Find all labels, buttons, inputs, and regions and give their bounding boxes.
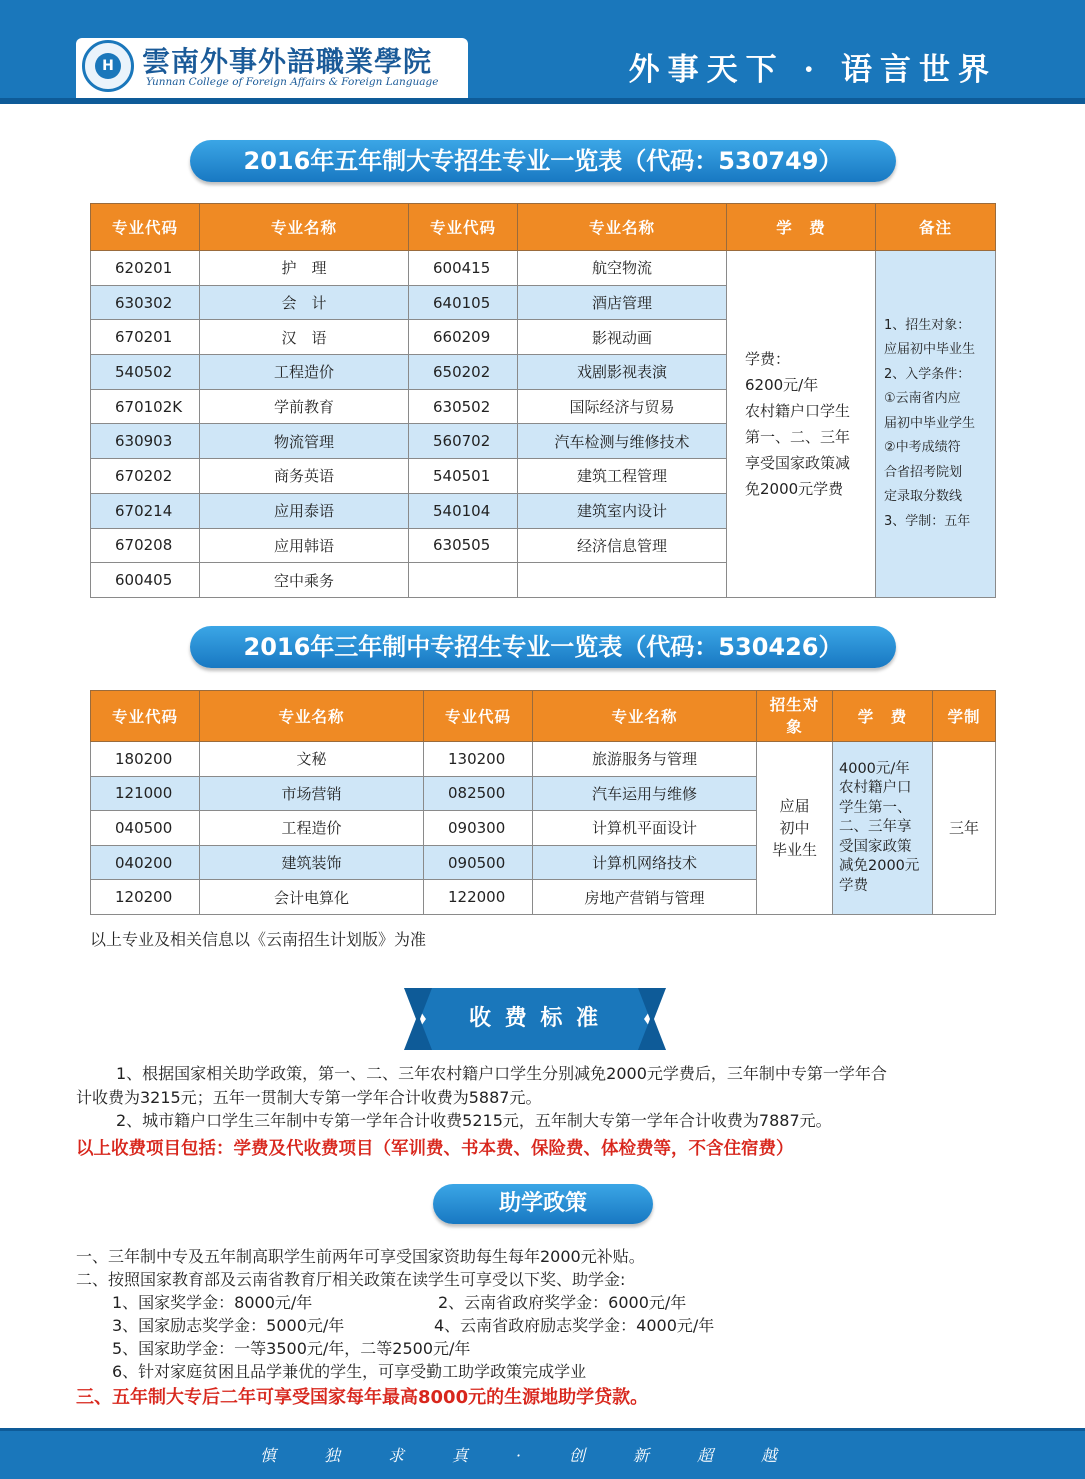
major-code: 180200 <box>91 742 200 777</box>
fee-line: 二、三年享 <box>839 819 912 836</box>
major-name: 旅游服务与管理 <box>533 742 757 777</box>
major-name: 建筑装饰 <box>200 845 424 880</box>
major-name: 影视动画 <box>518 320 727 355</box>
major-name: 应用韩语 <box>200 528 409 563</box>
major-code: 650202 <box>409 355 518 390</box>
fee-paragraph-1-line-2: 计收费为3215元；五年一贯制大专第一学年合计收费为5887元。 <box>76 1088 542 1107</box>
major-name: 空中乘务 <box>200 563 409 598</box>
major-name: 汉 语 <box>200 320 409 355</box>
fee-paragraph-2: 2、城市籍户口学生三年制中专第一学年合计收费5215元，五年制大专第一学年合计收费为7887元。 <box>116 1111 832 1130</box>
fee-items-note: 以上收费项目包括：学费及代收费项目（军训费、书本费、保险费、体检费等，不含住宿费） <box>76 1139 794 1159</box>
major-code: 630505 <box>409 528 518 563</box>
fee-line: 第一、二、三年 <box>745 427 851 446</box>
fee-paragraph-1-line-1: 1、根据国家相关助学政策，第一、二、三年农村籍户口学生分别减免2000元学费后，三年制中专第一学年合 <box>116 1064 887 1083</box>
fee-standard-ribbon <box>404 988 666 1050</box>
target-line: 毕业生 <box>771 840 817 859</box>
aid-line-1: 一、三年制中专及五年制高职学生前两年可享受国家资助每生每年2000元补贴。 <box>76 1247 645 1266</box>
major-name: 计算机平面设计 <box>533 811 757 846</box>
major-code: 540502 <box>91 355 200 390</box>
note-line: 1、招生对象： <box>884 317 971 333</box>
college-emblem-icon: H <box>82 40 134 92</box>
header-name-2: 专业名称 <box>518 204 727 251</box>
fee-standard-title: 收 费 标 准 <box>469 1006 601 1031</box>
fee-line: 农村籍户口 <box>839 780 912 797</box>
major-code: 122000 <box>424 880 533 915</box>
major-code: 540501 <box>409 459 518 494</box>
header-notes: 备注 <box>876 204 996 251</box>
major-code: 670202 <box>91 459 200 494</box>
major-code: 090300 <box>424 811 533 846</box>
page-header <box>0 0 1085 104</box>
major-name: 市场营销 <box>200 776 424 811</box>
logo-english-name: Yunnan College of Foreign Affairs & Foreign Language <box>146 76 439 88</box>
three-year-table <box>90 690 996 915</box>
table-row <box>91 251 996 286</box>
header-stripe <box>0 98 1085 104</box>
major-name: 物流管理 <box>200 424 409 459</box>
header-fee: 学 费 <box>833 691 933 742</box>
college-logo <box>76 38 468 98</box>
note-line: 3、学制：五年 <box>884 513 971 529</box>
aid-item-4: 4、云南省政府励志奖学金：4000元/年 <box>434 1316 715 1335</box>
major-name: 计算机网络技术 <box>533 845 757 880</box>
notes-cell <box>876 251 996 598</box>
fee-line: 学费： <box>745 349 791 368</box>
footer-stripe <box>0 1428 1085 1431</box>
header-fee: 学 费 <box>727 204 876 251</box>
fee-line: 受国家政策 <box>839 838 912 855</box>
major-code: 670208 <box>91 528 200 563</box>
note-line: 合省招考院划 <box>884 464 963 480</box>
major-code: 600415 <box>409 251 518 286</box>
major-name: 会 计 <box>200 285 409 320</box>
page-footer <box>0 1428 1085 1479</box>
major-name: 汽车运用与维修 <box>533 776 757 811</box>
fee-line: 农村籍户口学生 <box>745 401 851 420</box>
aid-policy-title: 助学政策 <box>433 1184 653 1224</box>
major-code: 630502 <box>409 389 518 424</box>
major-name: 建筑室内设计 <box>518 493 727 528</box>
major-code: 630903 <box>91 424 200 459</box>
logo-chinese-name: 雲南外事外語職業學院 <box>142 45 433 78</box>
major-name: 护 理 <box>200 251 409 286</box>
header-slogan: 外事天下 · 语言世界 <box>628 52 997 88</box>
fee-line: 免2000元学费 <box>745 479 844 498</box>
header-code-1: 专业代码 <box>91 691 200 742</box>
major-code: 620201 <box>91 251 200 286</box>
header-target: 招生对象 <box>757 691 833 742</box>
major-name: 航空物流 <box>518 251 727 286</box>
major-name: 建筑工程管理 <box>518 459 727 494</box>
note-line: 定录取分数线 <box>884 489 963 505</box>
three-year-title: 2016年三年制中专招生专业一览表（代码：530426） <box>190 626 896 668</box>
aid-item-3: 3、国家励志奖学金：5000元/年 <box>112 1316 345 1335</box>
major-name: 经济信息管理 <box>518 528 727 563</box>
major-name: 工程造价 <box>200 355 409 390</box>
major-code: 040200 <box>91 845 200 880</box>
five-year-title: 2016年五年制大专招生专业一览表（代码：530749） <box>190 140 896 182</box>
duration-cell: 三年 <box>933 742 996 915</box>
fee-line: 4000元/年 <box>839 760 910 777</box>
major-code: 130200 <box>424 742 533 777</box>
major-name: 国际经济与贸易 <box>518 389 727 424</box>
target-line: 初中 <box>779 818 810 837</box>
fee-line: 学费 <box>839 877 868 894</box>
five-year-table <box>90 203 996 598</box>
major-code: 660209 <box>409 320 518 355</box>
header-name-2: 专业名称 <box>533 691 757 742</box>
major-code: 670214 <box>91 493 200 528</box>
fee-line: 学生第一、 <box>839 799 912 816</box>
aid-item-2: 2、云南省政府奖学金：6000元/年 <box>438 1293 687 1312</box>
aid-item-5: 5、国家助学金：一等3500元/年，二等2500元/年 <box>112 1339 471 1358</box>
note-line: 届初中毕业学生 <box>884 415 976 431</box>
aid-item-1: 1、国家奖学金：8000元/年 <box>112 1293 313 1312</box>
major-code: 600405 <box>91 563 200 598</box>
header-name-1: 专业名称 <box>200 691 424 742</box>
target-line: 应届 <box>779 796 810 815</box>
header-code-2: 专业代码 <box>409 204 518 251</box>
major-code: 120200 <box>91 880 200 915</box>
note-line: ①云南省内应 <box>884 391 961 407</box>
major-code: 670201 <box>91 320 200 355</box>
note-line: ②中考成绩符 <box>884 440 961 456</box>
major-name: 戏剧影视表演 <box>518 355 727 390</box>
aid-item-6: 6、针对家庭贫困且品学兼优的学生，可享受勤工助学政策完成学业 <box>112 1362 587 1381</box>
major-code: 640105 <box>409 285 518 320</box>
major-name <box>518 563 727 598</box>
major-name: 会计电算化 <box>200 880 424 915</box>
note-line: 2、入学条件： <box>884 366 971 382</box>
tuition-cell <box>833 742 933 915</box>
major-code: 040500 <box>91 811 200 846</box>
major-name: 房地产营销与管理 <box>533 880 757 915</box>
aid-line-2: 二、按照国家教育部及云南省教育厅相关政策在读学生可享受以下奖、助学金: <box>76 1270 626 1289</box>
target-cell <box>757 742 833 915</box>
major-code: 090500 <box>424 845 533 880</box>
header-duration: 学制 <box>933 691 996 742</box>
major-name: 酒店管理 <box>518 285 727 320</box>
major-code: 540104 <box>409 493 518 528</box>
major-name: 商务英语 <box>200 459 409 494</box>
note-line: 应届初中毕业生 <box>884 342 976 358</box>
major-name: 工程造价 <box>200 811 424 846</box>
major-code: 560702 <box>409 424 518 459</box>
fee-line: 减免2000元 <box>839 858 920 875</box>
header-code-1: 专业代码 <box>91 204 200 251</box>
major-code <box>409 563 518 598</box>
footer-motto: 慎独求真·创新超越 <box>259 1446 826 1465</box>
aid-line-3: 三、五年制大专后二年可享受国家每年最高8000元的生源地助学贷款。 <box>76 1387 649 1408</box>
major-code: 082500 <box>424 776 533 811</box>
major-name: 应用泰语 <box>200 493 409 528</box>
header-code-2: 专业代码 <box>424 691 533 742</box>
major-name: 学前教育 <box>200 389 409 424</box>
table-row <box>91 742 996 777</box>
header-name-1: 专业名称 <box>200 204 409 251</box>
major-name: 汽车检测与维修技术 <box>518 424 727 459</box>
fee-line: 享受国家政策减 <box>745 453 851 472</box>
fee-line: 6200元/年 <box>745 375 819 394</box>
tuition-cell <box>727 251 876 598</box>
major-code: 670102K <box>91 389 200 424</box>
major-code: 630302 <box>91 285 200 320</box>
major-code: 121000 <box>91 776 200 811</box>
major-name: 文秘 <box>200 742 424 777</box>
disclaimer-text: 以上专业及相关信息以《云南招生计划版》为准 <box>90 930 427 949</box>
